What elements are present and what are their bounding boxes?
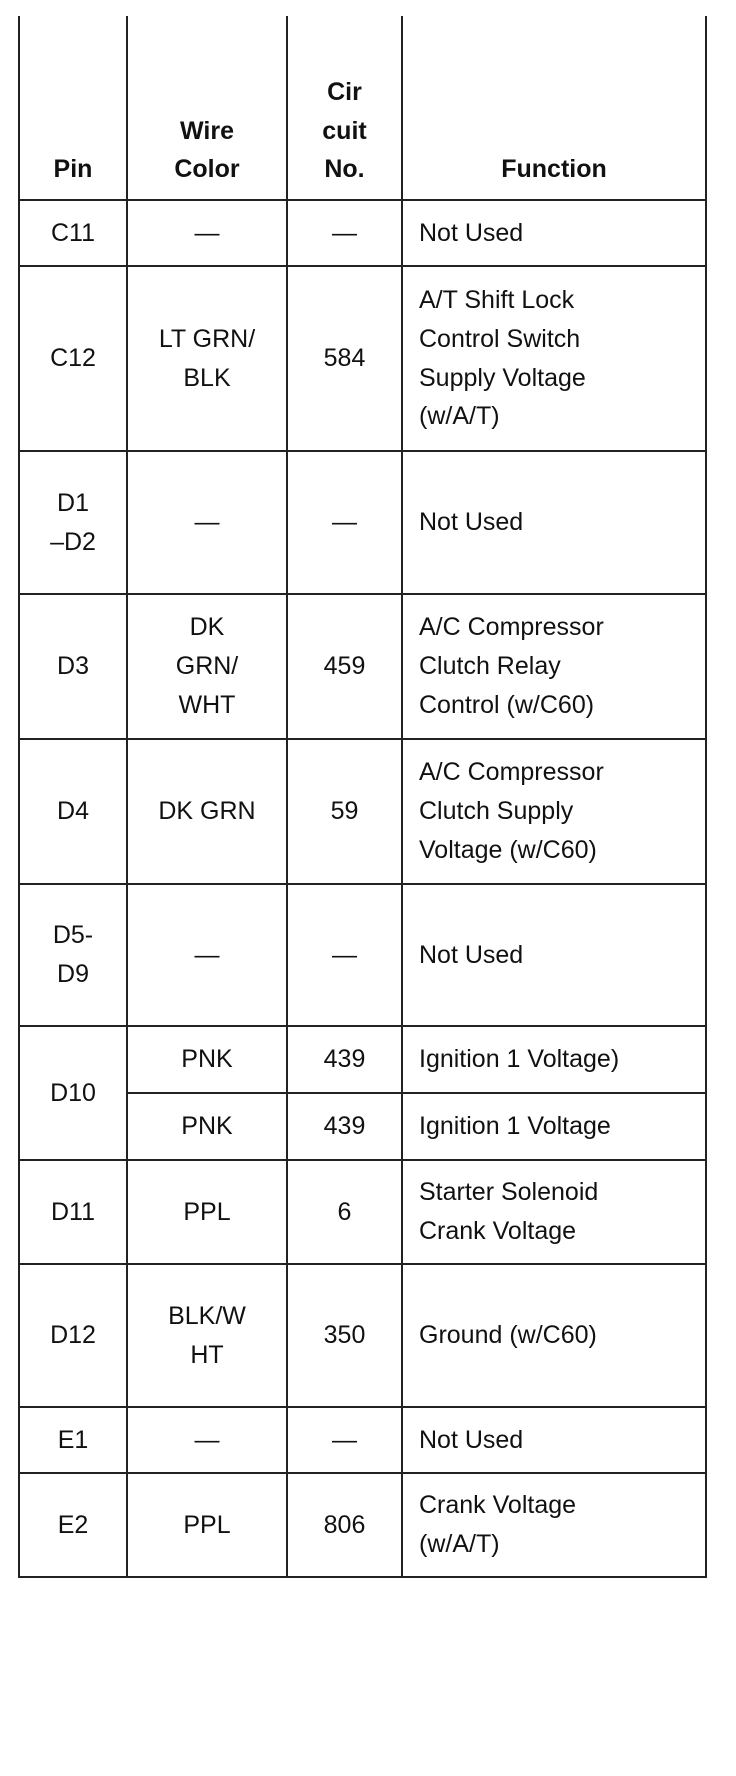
function-cell: Not Used [402,1407,706,1473]
circuit-cell: — [287,200,402,266]
pin-cell: C11 [19,200,127,266]
table-row [19,1160,706,1264]
pin-cell: D5- D9 [19,884,127,1026]
wire-color-cell: PPL [127,1160,287,1264]
wire-color-cell: BLK/W HT [127,1264,287,1407]
header-wire-color: Wire Color [127,16,287,200]
header-row [19,16,706,200]
pin-cell: D11 [19,1160,127,1264]
table-row [19,1264,706,1407]
pin-cell: D12 [19,1264,127,1407]
circuit-cell: 584 [287,266,402,451]
table-row [19,884,706,1026]
pin-cell: D10 [19,1026,127,1160]
wire-color-cell: — [127,884,287,1026]
circuit-cell: — [287,451,402,594]
table-row [19,594,706,739]
pinout-table [18,16,707,1578]
circuit-cell: 806 [287,1473,402,1577]
header-circuit-no: Cir cuit No. [287,16,402,200]
function-cell: A/T Shift Lock Control Switch Supply Voltage (w/A/T) [402,266,706,451]
wire-color-cell: DK GRN [127,739,287,884]
circuit-cell: 439 [287,1026,402,1093]
table-row [19,451,706,594]
table-row [19,739,706,884]
pin-cell: E1 [19,1407,127,1473]
pin-cell: D3 [19,594,127,739]
function-cell: Crank Voltage (w/A/T) [402,1473,706,1577]
circuit-cell: 350 [287,1264,402,1407]
pin-cell: D4 [19,739,127,884]
wire-color-cell: PPL [127,1473,287,1577]
wire-color-cell: DK GRN/ WHT [127,594,287,739]
table-row [19,266,706,451]
circuit-cell: — [287,884,402,1026]
function-cell: Not Used [402,200,706,266]
function-cell: Ignition 1 Voltage) [402,1026,706,1093]
table-row [19,1473,706,1577]
table-row [19,200,706,266]
pin-cell: D1 –D2 [19,451,127,594]
function-cell: Ignition 1 Voltage [402,1093,706,1160]
wire-color-cell: PNK [127,1026,287,1093]
header-pin: Pin [19,16,127,200]
table-row [19,1407,706,1473]
wire-color-cell: PNK [127,1093,287,1160]
function-cell: Starter Solenoid Crank Voltage [402,1160,706,1264]
function-cell: A/C Compressor Clutch Supply Voltage (w/C60) [402,739,706,884]
function-cell: Ground (w/C60) [402,1264,706,1407]
circuit-cell: 59 [287,739,402,884]
wire-color-cell: — [127,1407,287,1473]
wire-color-cell: LT GRN/ BLK [127,266,287,451]
pin-cell: C12 [19,266,127,451]
wire-color-cell: — [127,451,287,594]
table-row [19,1026,706,1093]
circuit-cell: 6 [287,1160,402,1264]
circuit-cell: 459 [287,594,402,739]
function-cell: A/C Compressor Clutch Relay Control (w/C60) [402,594,706,739]
header-function: Function [402,16,706,200]
circuit-cell: 439 [287,1093,402,1160]
pin-cell: E2 [19,1473,127,1577]
wire-color-cell: — [127,200,287,266]
function-cell: Not Used [402,451,706,594]
function-cell: Not Used [402,884,706,1026]
circuit-cell: — [287,1407,402,1473]
